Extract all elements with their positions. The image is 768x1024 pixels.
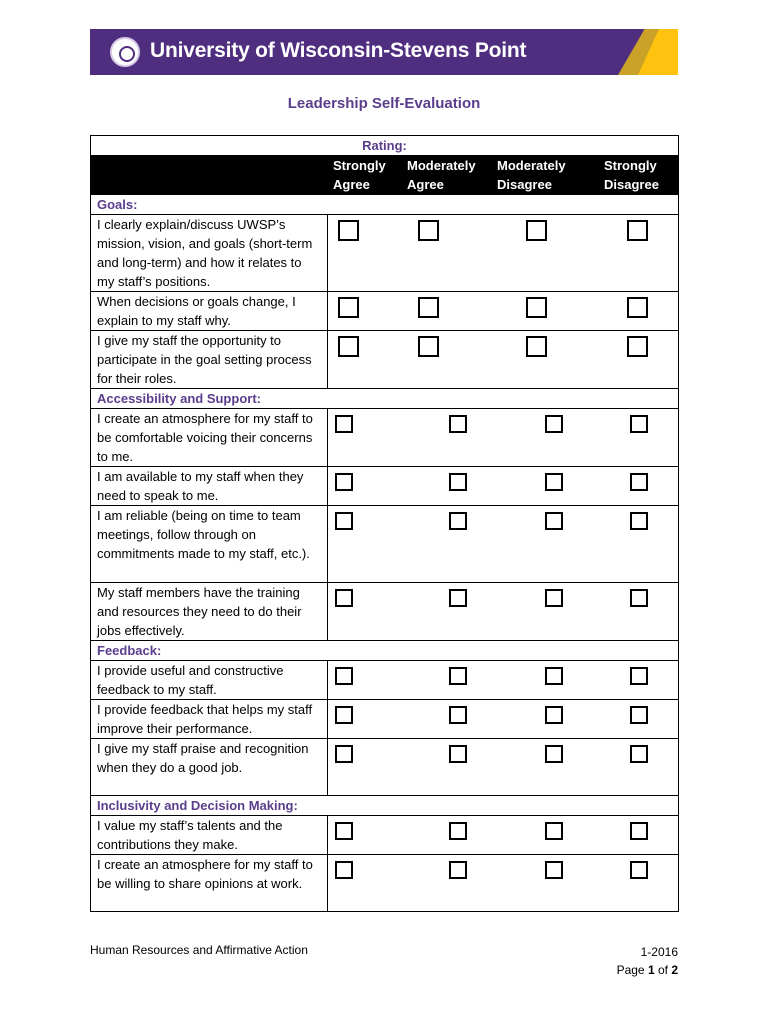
- footer-date: 1-2016: [640, 945, 678, 959]
- footer-department: Human Resources and Affirmative Action: [90, 943, 308, 957]
- evaluation-row: [91, 506, 679, 583]
- rating-checkboxes: [328, 215, 679, 292]
- rating-checkboxes: [328, 700, 679, 739]
- column-label-line2: Agree: [407, 177, 444, 192]
- evaluation-row: [91, 583, 679, 641]
- strongly-agree-checkbox[interactable]: [335, 745, 353, 763]
- strongly-disagree-checkbox[interactable]: [630, 415, 648, 433]
- moderately-agree-checkbox[interactable]: [418, 220, 439, 241]
- section-title: Feedback:: [91, 641, 679, 661]
- footer-info: [617, 943, 678, 979]
- moderately-disagree-checkbox[interactable]: [526, 297, 547, 318]
- rating-column-header: [407, 156, 476, 194]
- section-header-row: [91, 641, 679, 661]
- strongly-disagree-checkbox[interactable]: [630, 706, 648, 724]
- moderately-agree-checkbox[interactable]: [449, 706, 467, 724]
- blank-header-cell: [91, 156, 328, 195]
- moderately-disagree-checkbox[interactable]: [545, 512, 563, 530]
- section-header-row: [91, 195, 679, 215]
- rating-checkboxes: [328, 409, 679, 467]
- strongly-disagree-checkbox[interactable]: [627, 336, 648, 357]
- strongly-agree-checkbox[interactable]: [338, 336, 359, 357]
- evaluation-row: [91, 816, 679, 855]
- column-label-line1: Moderately: [407, 158, 476, 173]
- column-label-line2: Agree: [333, 177, 370, 192]
- evaluation-row: [91, 292, 679, 331]
- rating-checkboxes: [328, 506, 679, 583]
- moderately-agree-checkbox[interactable]: [449, 473, 467, 491]
- strongly-agree-checkbox[interactable]: [338, 220, 359, 241]
- moderately-disagree-checkbox[interactable]: [526, 336, 547, 357]
- moderately-disagree-checkbox[interactable]: [545, 706, 563, 724]
- rating-checkboxes: [328, 816, 679, 855]
- strongly-agree-checkbox[interactable]: [335, 861, 353, 879]
- strongly-agree-checkbox[interactable]: [338, 297, 359, 318]
- statement-text: I give my staff praise and recognition when they do a good job.: [91, 739, 328, 796]
- rating-checkboxes: [328, 467, 679, 506]
- moderately-disagree-checkbox[interactable]: [545, 861, 563, 879]
- rating-checkboxes: [328, 331, 679, 389]
- strongly-disagree-checkbox[interactable]: [630, 512, 648, 530]
- rating-label: Rating:: [91, 136, 679, 156]
- statement-text: I provide feedback that helps my staff improve their performance.: [91, 700, 328, 739]
- rating-checkboxes: [328, 292, 679, 331]
- moderately-disagree-checkbox[interactable]: [526, 220, 547, 241]
- evaluation-row: [91, 467, 679, 506]
- moderately-agree-checkbox[interactable]: [449, 745, 467, 763]
- rating-checkboxes: [328, 583, 679, 641]
- rating-column-header: [333, 156, 386, 194]
- moderately-agree-checkbox[interactable]: [449, 589, 467, 607]
- moderately-disagree-checkbox[interactable]: [545, 745, 563, 763]
- evaluation-row: [91, 739, 679, 796]
- rating-checkboxes: [328, 739, 679, 796]
- moderately-disagree-checkbox[interactable]: [545, 589, 563, 607]
- university-name: University of Wisconsin-Stevens Point: [150, 39, 527, 62]
- strongly-agree-checkbox[interactable]: [335, 667, 353, 685]
- section-header-row: [91, 389, 679, 409]
- moderately-agree-checkbox[interactable]: [449, 667, 467, 685]
- rating-column-header: [497, 156, 566, 194]
- statement-text: I value my staff’s talents and the contributions they make.: [91, 816, 328, 855]
- section-title: Accessibility and Support:: [91, 389, 679, 409]
- rating-columns-row: [91, 156, 679, 195]
- section-header-row: [91, 796, 679, 816]
- rating-header-row: [91, 136, 679, 156]
- statement-text: I provide useful and constructive feedback to my staff.: [91, 661, 328, 700]
- statement-text: I give my staff the opportunity to participate in the goal setting process for their roles.: [91, 331, 328, 389]
- moderately-agree-checkbox[interactable]: [449, 415, 467, 433]
- moderately-disagree-checkbox[interactable]: [545, 822, 563, 840]
- column-label-line1: Strongly: [604, 158, 657, 173]
- strongly-disagree-checkbox[interactable]: [627, 297, 648, 318]
- column-label-line1: Moderately: [497, 158, 566, 173]
- strongly-disagree-checkbox[interactable]: [630, 589, 648, 607]
- moderately-agree-checkbox[interactable]: [418, 336, 439, 357]
- statement-text: I am reliable (being on time to team meetings, follow through on commitments made to my staff, etc.).: [91, 506, 328, 583]
- statement-text: I create an atmosphere for my staff to be comfortable voicing their concerns to me.: [91, 409, 328, 467]
- rating-checkboxes: [328, 855, 679, 912]
- document-title: Leadership Self-Evaluation: [287, 95, 481, 112]
- strongly-disagree-checkbox[interactable]: [630, 822, 648, 840]
- statement-text: I create an atmosphere for my staff to be willing to share opinions at work.: [91, 855, 328, 912]
- university-seal-icon: [110, 37, 140, 67]
- statement-text: When decisions or goals change, I explain to my staff why.: [91, 292, 328, 331]
- strongly-agree-checkbox[interactable]: [335, 473, 353, 491]
- evaluation-row: [91, 855, 679, 912]
- strongly-agree-checkbox[interactable]: [335, 512, 353, 530]
- evaluation-table: [90, 135, 679, 912]
- rating-columns-cell: [328, 156, 679, 195]
- rating-column-header: [604, 156, 659, 194]
- column-label-line2: Disagree: [604, 177, 659, 192]
- strongly-disagree-checkbox[interactable]: [627, 220, 648, 241]
- evaluation-row: [91, 331, 679, 389]
- moderately-disagree-checkbox[interactable]: [545, 667, 563, 685]
- strongly-agree-checkbox[interactable]: [335, 822, 353, 840]
- moderately-disagree-checkbox[interactable]: [545, 415, 563, 433]
- statement-text: I am available to my staff when they need to speak to me.: [91, 467, 328, 506]
- section-title: Inclusivity and Decision Making:: [91, 796, 679, 816]
- evaluation-row: [91, 661, 679, 700]
- moderately-agree-checkbox[interactable]: [449, 822, 467, 840]
- moderately-agree-checkbox[interactable]: [449, 512, 467, 530]
- strongly-agree-checkbox[interactable]: [335, 706, 353, 724]
- university-banner: [90, 29, 678, 75]
- strongly-disagree-checkbox[interactable]: [630, 745, 648, 763]
- evaluation-row: [91, 700, 679, 739]
- page-number: Page 1 of 2: [616, 963, 678, 977]
- column-label-line1: Strongly: [333, 158, 386, 173]
- section-title: Goals:: [91, 195, 679, 215]
- strongly-agree-checkbox[interactable]: [335, 415, 353, 433]
- strongly-disagree-checkbox[interactable]: [630, 473, 648, 491]
- strongly-agree-checkbox[interactable]: [335, 589, 353, 607]
- moderately-disagree-checkbox[interactable]: [545, 473, 563, 491]
- rating-checkboxes: [328, 661, 679, 700]
- evaluation-row: [91, 409, 679, 467]
- strongly-disagree-checkbox[interactable]: [630, 667, 648, 685]
- statement-text: My staff members have the training and resources they need to do their jobs effectively.: [91, 583, 328, 641]
- statement-text: I clearly explain/discuss UWSP’s mission, vision, and goals (short-term and long-term) and how it relates to my staff’s positions.: [91, 215, 328, 292]
- strongly-disagree-checkbox[interactable]: [630, 861, 648, 879]
- moderately-agree-checkbox[interactable]: [449, 861, 467, 879]
- moderately-agree-checkbox[interactable]: [418, 297, 439, 318]
- column-label-line2: Disagree: [497, 177, 552, 192]
- evaluation-row: [91, 215, 679, 292]
